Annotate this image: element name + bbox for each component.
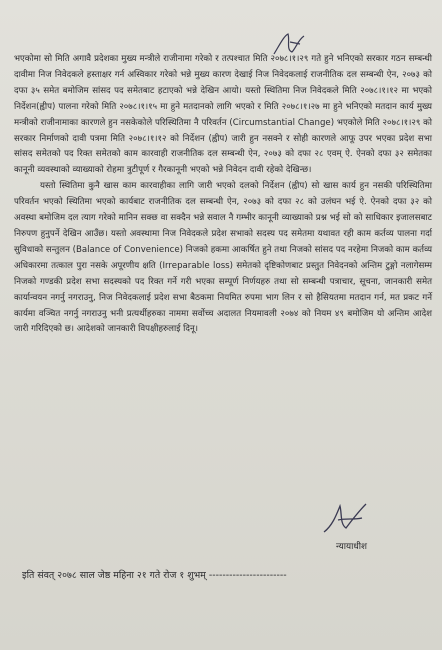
- judge-title: न्यायाधीश: [336, 542, 368, 552]
- order-body: [14, 52, 432, 338]
- paragraph-1: भएकोमा सो मिति अगावै प्रदेशका मुख्य मन्त्रीले राजीनामा गरेको र तत्पश्चात मिति २०७८।१।२९ गते हुने भनिएको सरकार गठन सम्बन्धी दावीमा निज निवेदकले हस्ताक्षर गर्न अस्विकार गरेको भन्ने मुख्य कारण देखाई निज निवेदकलाई राजनीतिक दल सम्बन्धी ऐन, २०७३ को दफा ३५ समेत बमोजिम सांसद पद समेतबाट हटाएको भन्ने देखिन आयो। यस्तो स्थितिमा निज निवेदकले मिति २०७८।१।१२ मा भएको निर्देशन(ह्वीप) पालना गरेको मिति २०७८।१।१५ मा हुने मतदानको लागि भएको र मिति २०७८।१।२७ मा हुने भनिएको मतदान कार्य मुख्य मन्त्रीको राजीनामाका कारणले हुन नसकेकोले परिस्थितिमा नै परिवर्तन (Circumstantial Change) भएकोले मिति २०७८।१।२९ को सरकार निर्माणको दावी पत्रमा मिति २०७८।१।१२ को निर्देशन (ह्वीप) जारी हुन नसक्ने र सोही कारणले आफू उपर भएका प्रदेश सभा सांसद समेतको पद रिक्त समेतको काम कारवाही राजनीतिक दल सम्बन्धी ऐन, २०७३ को दफा २८ एवम् ऐ. ऐनको दफा ३२ समेतका कानूनी व्यवस्थाको व्याख्याको रोहमा त्रुटीपूर्ण र गैरकानूनी भएको भन्ने निवेदन दावी रहेको देखिन्छ।: [14, 54, 432, 176]
- handwritten-signature-judge: [320, 498, 370, 538]
- closing-line: इति संवत् २०७८ साल जेष्ठ महिना २१ गते रोज १ शुभम् -----------------------: [22, 570, 287, 581]
- paragraph-2: यस्तो स्थितिमा कुनै खास काम कारवाहीका लागि जारी भएको दलको निर्देशन (ह्वीप) सो खास कार्य हुन नसकी परिस्थितिमा परिवर्तन भएको स्थितिमा भएको कार्यबाट राजनीतिक दल सम्बन्धी ऐन, २०७३ को दफा २८ को उलंघन भई ऐ. ऐनको दफा ३२ को अवस्था बमोजिम दल त्याग गरेको मानिन सक्छ वा सक्दैन भन्ने सवाल नै गम्भीर कानूनी व्याख्याको प्रश्न भई सो को साधिकार इजालसबाट निरुपण हुनुपर्ने देखिन आउँछ। यस्तो अवस्थामा निज निवेदकले प्रदेश सभाको सदस्य पद समेतमा यथावत रही काम कर्तव्य पालना गर्दा सुविधाको सन्तुलन (Balance of Convenience) निजको हकमा आकर्षित हुने तथा निजको सांसद पद नरहेमा निजकाे काम कर्तव्य अधिकारमा तत्काल पुरा नसके अपूरणीय क्षति (Irreparable loss) समेतको दृष्टिकोणबाट प्रस्तुत निवेदनको अन्तिम टुङ्गो नलागेसम्म निजको गण्डकी प्रदेश सभा सदस्यको पद रिक्त गर्ने गरी भएका सम्पूर्ण निर्णयहरु तथा सो सम्बन्धी पत्राचार, सूचना, जानकारी समेत कार्यान्वयन नगर्नु नगराउनु, निज निवेदकलाई प्रदेश सभा बैठकमा नियमित रुपमा भाग लिन र सो हैसियतमा मतदान गर्न, मत प्रकट गर्ने कार्यमा वञ्चित नगर्नु नगराउनु भनी प्रत्यर्थीहरुका नाममा सर्वोच्च अदालत नियमावली २०७४ को नियम ४९ बमोजिम यो अन्तिम आदेश जारी गरिदिएको छ। आदेशको जानकारी विपक्षीहरुलाई दिनू।: [14, 181, 432, 335]
